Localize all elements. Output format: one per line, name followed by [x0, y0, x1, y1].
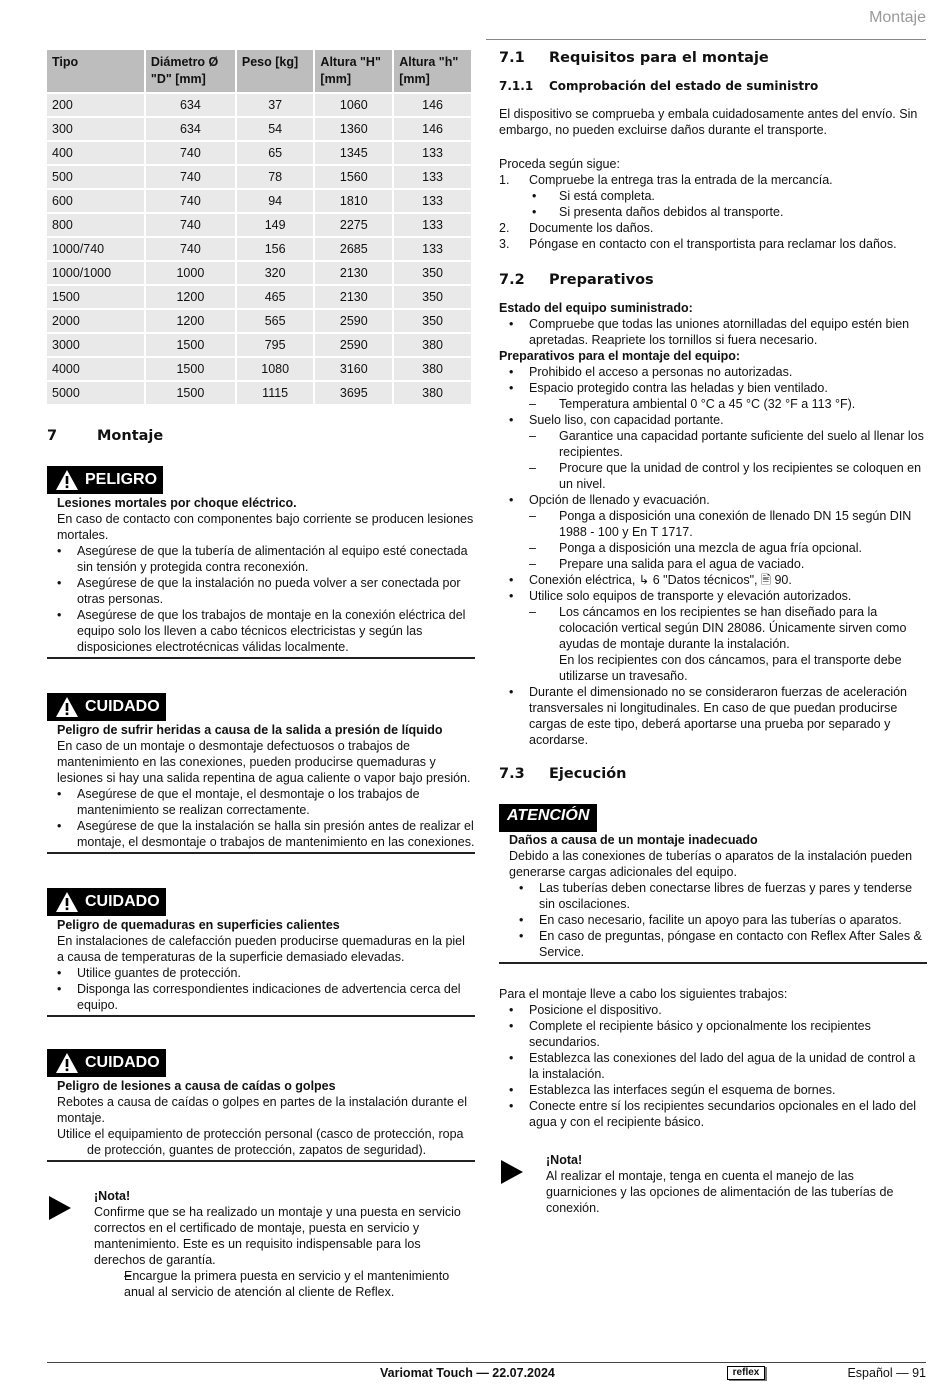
table-cell: 350 — [394, 286, 471, 308]
warning-text: Rebotes a causa de caídas o golpes en partes de la instalación durante el montaje. — [57, 1095, 467, 1125]
list-item: • Compruebe que todas las uniones atornilladas del equipo estén bien apretadas. Reapriete los tornillos si fuera necesario. — [499, 316, 927, 348]
table-cell: 65 — [237, 142, 314, 164]
table-cell: 3160 — [315, 358, 392, 380]
table-cell: 1000/1000 — [47, 262, 144, 284]
table-cell: 1500 — [146, 382, 235, 404]
note-title: ¡Nota! — [94, 1189, 131, 1203]
dash-item: – Garantice una capacidad portante suficiente del suelo al llenar los recipientes. — [499, 428, 927, 460]
note-arrow-icon — [49, 1196, 71, 1220]
reflex-logo: reflex — [727, 1366, 765, 1380]
table-cell: 800 — [47, 214, 144, 236]
warning-title: Daños a causa de un montaje inadecuado — [509, 833, 758, 847]
warning-text: Utilice el equipamiento de protección personal (casco de protección, ropa de protección, guantes de protección, zapatos de seguridad). — [57, 1127, 464, 1157]
warning-triangle-icon — [55, 696, 79, 718]
table-cell: 133 — [394, 190, 471, 212]
warning-title: Lesiones mortales por choque eléctrico. — [57, 496, 297, 510]
caution-label: CUIDADO — [47, 693, 166, 721]
dash-item: – Temperatura ambiental 0 °C a 45 °C (32 °F a 113 °F). — [499, 396, 927, 412]
table-cell: 400 — [47, 142, 144, 164]
table-cell: 156 — [237, 238, 314, 260]
table-cell: 1500 — [47, 286, 144, 308]
table-header-row — [47, 50, 471, 92]
table-cell: 1200 — [146, 286, 235, 308]
table-cell: 500 — [47, 166, 144, 188]
table-cell: 54 — [237, 118, 314, 140]
warning-title: Peligro de quemaduras en superficies calientes — [57, 918, 340, 932]
footer-rule — [47, 1362, 926, 1363]
table-cell: 5000 — [47, 382, 144, 404]
warning-triangle-icon — [55, 891, 79, 913]
warning-bullet: • Disponga las correspondientes indicaciones de advertencia cerca del equipo. — [47, 981, 475, 1013]
table-cell: 600 — [47, 190, 144, 212]
list-item: • Suelo liso, con capacidad portante. — [499, 412, 927, 428]
footer-doc-info: Variomat Touch — 22.07.2024 — [380, 1366, 555, 1380]
list-item: • Posicione el dispositivo. — [499, 1002, 927, 1018]
warning-title: Peligro de sufrir heridas a causa de la salida a presión de líquido — [57, 723, 443, 737]
warning-triangle-icon — [55, 469, 79, 491]
table-cell: 2130 — [315, 286, 392, 308]
table-row — [47, 142, 471, 164]
section-heading-7-2: 7.2 Preparativos — [499, 272, 654, 288]
table-cell: 3000 — [47, 334, 144, 356]
table-cell: 1000 — [146, 262, 235, 284]
table-row — [47, 94, 471, 116]
attention-block — [499, 804, 927, 964]
dash-item: – Procure que la unidad de control y los recipientes se coloquen en un nivel. — [499, 460, 927, 492]
table-cell: 320 — [237, 262, 314, 284]
caution-block-hot-surface — [47, 888, 475, 1017]
dimensions-table — [45, 48, 473, 406]
dash-item-continuation: En los recipientes con dos cáncamos, para el transporte debe utilizarse un travesaño. — [559, 653, 902, 683]
table-row — [47, 334, 471, 356]
table-cell: 133 — [394, 238, 471, 260]
table-row — [47, 238, 471, 260]
subheading: Preparativos para el montaje del equipo: — [499, 349, 741, 363]
warning-bullet: • Las tuberías deben conectarse libres de fuerzas y pares y tenderse sin oscilaciones. — [509, 880, 927, 912]
table-cell: 634 — [146, 94, 235, 116]
list-item: • Complete el recipiente básico y opcionalmente los recipientes secundarios. — [499, 1018, 927, 1050]
caution-label: CUIDADO — [47, 888, 166, 916]
warning-bullet: • Asegúrese de que el montaje, el desmontaje o los trabajos de mantenimiento se realizan correctamente. — [47, 786, 475, 818]
table-cell: 94 — [237, 190, 314, 212]
warning-text: En caso de contacto con componentes bajo corriente se producen lesiones mortales. — [57, 512, 474, 542]
dash-item: – Ponga a disposición una conexión de llenado DN 15 según DIN 1988 - 100 y En T 1717. — [499, 508, 927, 540]
table-cell: 740 — [146, 190, 235, 212]
table-header-cell: Diámetro Ø "D" [mm] — [146, 50, 235, 92]
note-text: Confirme que se ha realizado un montaje y una puesta en servicio correctos en el certificado de montaje, puesta en servicio y mantenimiento. Este es un requisito indispensable para los derechos de garantía. — [94, 1205, 461, 1267]
table-cell: 4000 — [47, 358, 144, 380]
danger-label: PELIGRO — [47, 466, 163, 494]
warning-triangle-icon — [55, 1052, 79, 1074]
list-item-link[interactable]: • Conexión eléctrica, ↳ 6 "Datos técnicos", 🖹 90. — [499, 572, 927, 588]
caution-block-pressure — [47, 693, 475, 854]
table-cell: 565 — [237, 310, 314, 332]
left-column — [47, 48, 475, 1300]
table-header-cell: Tipo — [47, 50, 144, 92]
table-header-cell: Peso [kg] — [237, 50, 314, 92]
danger-block — [47, 466, 475, 659]
paragraph: Para el montaje lleve a cabo los siguientes trabajos: — [499, 987, 788, 1001]
table-header-cell: Altura "h" [mm] — [394, 50, 471, 92]
table-cell: 380 — [394, 334, 471, 356]
table-cell: 795 — [237, 334, 314, 356]
table-cell: 149 — [237, 214, 314, 236]
table-cell: 78 — [237, 166, 314, 188]
table-cell: 133 — [394, 214, 471, 236]
table-cell: 1200 — [146, 310, 235, 332]
table-cell: 300 — [47, 118, 144, 140]
note-text: Al realizar el montaje, tenga en cuenta el manejo de las guarniciones y las opciones de alimentación de las tuberías de conexión. — [546, 1169, 894, 1215]
table-cell: 465 — [237, 286, 314, 308]
table-cell: 740 — [146, 142, 235, 164]
list-item: • Durante el dimensionado no se consideraron fuerzas de aceleración transversales ni longitudinales. En caso de que puedan producirse cargas de este tipo, deberá aportarse una prueba por separado y acordarse. — [499, 684, 927, 748]
warning-text: Debido a las conexiones de tuberías o aparatos de la instalación pueden generarse cargas adicionales del equipo. — [509, 849, 913, 879]
list-item: • Utilice solo equipos de transporte y elevación autorizados. — [499, 588, 927, 604]
section-heading-7-1: 7.1 Requisitos para el montaje — [499, 50, 769, 66]
table-cell: 350 — [394, 310, 471, 332]
table-row — [47, 190, 471, 212]
sub-bullet: • Si está completa. — [499, 188, 927, 204]
note-arrow-icon — [501, 1160, 523, 1184]
table-cell: 1560 — [315, 166, 392, 188]
sub-bullet: • Si presenta daños debidos al transporte. — [499, 204, 927, 220]
right-column — [499, 50, 927, 1216]
note-dash-item: – Encargue la primera puesta en servicio y el mantenimiento anual al servicio de atención al cliente de Reflex. — [94, 1268, 475, 1300]
warning-bullet: • Utilice guantes de protección. — [47, 965, 475, 981]
table-row — [47, 358, 471, 380]
footer-page-number: Español — 91 — [847, 1366, 926, 1380]
table-cell: 350 — [394, 262, 471, 284]
attention-label: ATENCIÓN — [499, 804, 597, 832]
table-row — [47, 166, 471, 188]
list-item: • Establezca las conexiones del lado del agua de la unidad de control a la instalación. — [499, 1050, 927, 1082]
note-title: ¡Nota! — [546, 1153, 583, 1167]
table-cell: 740 — [146, 214, 235, 236]
table-cell: 1500 — [146, 334, 235, 356]
note-block — [47, 1188, 475, 1300]
list-item: • Establezca las interfaces según el esquema de bornes. — [499, 1082, 927, 1098]
subheading: Estado del equipo suministrado: — [499, 301, 693, 315]
table-row — [47, 310, 471, 332]
dash-item: – Prepare una salida para el agua de vaciado. — [499, 556, 927, 572]
numbered-item: 3. Póngase en contacto con el transportista para reclamar los daños. — [499, 237, 897, 251]
dash-item: – Ponga a disposición una mezcla de agua fría opcional. — [499, 540, 927, 556]
table-cell: 1345 — [315, 142, 392, 164]
table-cell: 146 — [394, 94, 471, 116]
paragraph: El dispositivo se comprueba y embala cuidadosamente antes del envío. Sin embargo, no pueden excluirse daños durante el transporte. — [499, 107, 918, 137]
table-cell: 2000 — [47, 310, 144, 332]
table-cell: 133 — [394, 142, 471, 164]
header-rule — [486, 39, 926, 40]
warning-text: En caso de un montaje o desmontaje defectuosos o trabajos de mantenimiento en las conexiones, pueden producirse quemaduras y lesiones si hay una salida repentina de agua caliente o vapor bajo presión. — [57, 739, 471, 785]
table-cell: 146 — [394, 118, 471, 140]
numbered-item: 1. Compruebe la entrega tras la entrada de la mercancía. — [499, 173, 833, 187]
table-cell: 1000/740 — [47, 238, 144, 260]
table-row — [47, 262, 471, 284]
table-row — [47, 382, 471, 404]
table-cell: 1500 — [146, 358, 235, 380]
caution-block-falls — [47, 1049, 475, 1162]
section-heading-7-3: 7.3 Ejecución — [499, 766, 627, 782]
table-cell: 2590 — [315, 310, 392, 332]
table-cell: 3695 — [315, 382, 392, 404]
table-header-cell: Altura "H" [mm] — [315, 50, 392, 92]
warning-text: En instalaciones de calefacción pueden producirse quemaduras en la piel a causa de temperaturas de la superficie demasiado elevadas. — [57, 934, 465, 964]
warning-bullet: • Asegúrese de que los trabajos de montaje en la conexión eléctrica del equipo solo los lleven a cabo técnicos electricistas y según las disposiciones electrotécnicas válidas localmente. — [47, 607, 475, 655]
list-item: • Prohibido el acceso a personas no autorizadas. — [499, 364, 927, 380]
table-cell: 634 — [146, 118, 235, 140]
warning-bullet: • Asegúrese de que la tubería de alimentación al equipo esté conectada sin tensión y protegida contra reconexión. — [47, 543, 475, 575]
warning-bullet: • Asegúrese de que la instalación se halla sin presión antes de realizar el montaje, el desmontaje o trabajos de mantenimiento en las conexiones. — [47, 818, 475, 850]
table-cell: 1080 — [237, 358, 314, 380]
table-cell: 133 — [394, 166, 471, 188]
dash-item: – Los cáncamos en los recipientes se han diseñado para la colocación vertical según DIN 28086. Únicamente sirven como ayudas de montaje durante la instalación. — [499, 604, 927, 652]
table-row — [47, 118, 471, 140]
table-row — [47, 286, 471, 308]
numbered-item: 2. Documente los daños. — [499, 221, 654, 235]
table-cell: 1060 — [315, 94, 392, 116]
table-cell: 740 — [146, 166, 235, 188]
list-item: • Opción de llenado y evacuación. — [499, 492, 927, 508]
warning-bullet: • En caso de preguntas, póngase en contacto con Reflex After Sales & Service. — [509, 928, 927, 960]
warning-title: Peligro de lesiones a causa de caídas o golpes — [57, 1079, 336, 1093]
caution-label: CUIDADO — [47, 1049, 166, 1077]
warning-bullet: • En caso necesario, facilite un apoyo para las tuberías o aparatos. — [509, 912, 927, 928]
paragraph: Proceda según sigue: — [499, 157, 620, 171]
table-cell: 200 — [47, 94, 144, 116]
header-section-title: Montaje — [869, 9, 926, 26]
table-cell: 2590 — [315, 334, 392, 356]
table-cell: 2685 — [315, 238, 392, 260]
table-cell: 380 — [394, 382, 471, 404]
section-heading-7-1-1: 7.1.1 Comprobación del estado de suministro — [499, 79, 819, 93]
table-cell: 2130 — [315, 262, 392, 284]
table-cell: 380 — [394, 358, 471, 380]
table-cell: 1360 — [315, 118, 392, 140]
warning-bullet: • Asegúrese de que la instalación no pueda volver a ser conectada por otras personas. — [47, 575, 475, 607]
table-cell: 740 — [146, 238, 235, 260]
table-row — [47, 214, 471, 236]
table-cell: 1115 — [237, 382, 314, 404]
table-cell: 2275 — [315, 214, 392, 236]
section-heading-7: 7 Montaje — [47, 428, 164, 444]
list-item: • Espacio protegido contra las heladas y bien ventilado. — [499, 380, 927, 396]
table-cell: 1810 — [315, 190, 392, 212]
list-item: • Conecte entre sí los recipientes secundarios opcionales en el lado del agua y con el recipiente básico. — [499, 1098, 927, 1130]
table-cell: 37 — [237, 94, 314, 116]
note-block — [499, 1152, 927, 1216]
